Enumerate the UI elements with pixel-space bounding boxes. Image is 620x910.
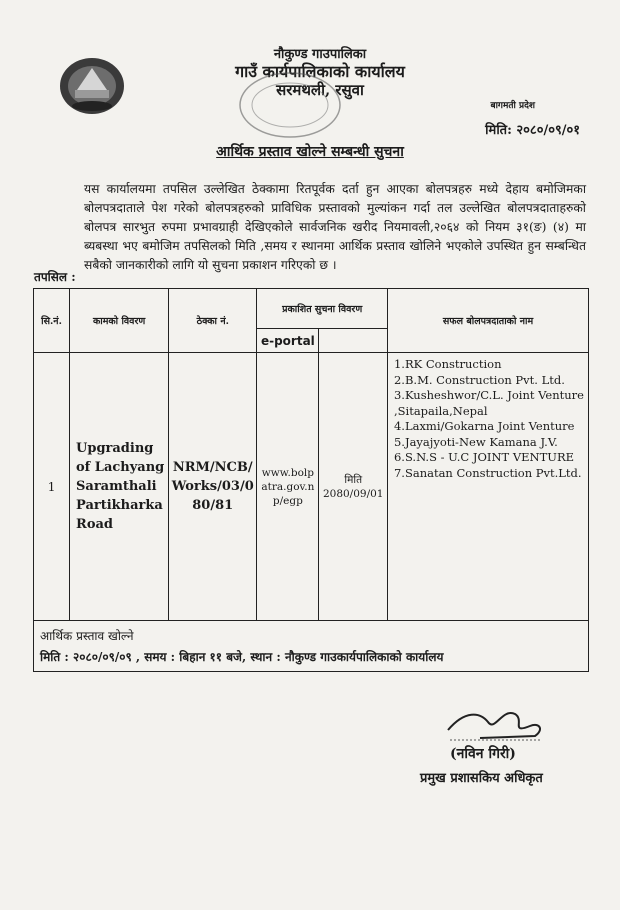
bidder-item: 4.Laxmi/Gokarna Joint Venture <box>393 419 575 433</box>
col-header-sn: सि.नं. <box>34 289 70 353</box>
col-header-eportal: e-portal <box>257 329 319 353</box>
row-url: www.bolp atra.gov.n p/egp <box>257 353 319 621</box>
bidder-item: 5.Jayajyoti-New Kamana J.V. <box>393 434 558 449</box>
province-label: बागमती प्रदेश <box>490 101 535 111</box>
financial-opening-detail: मिति : २०८०/०९/०९ , समय : बिहान ११ बजे, स्थान : नौकुण्ड गाउकार्यपालिकाको कार्यालय <box>34 646 589 672</box>
nepal-emblem-logo <box>55 50 130 118</box>
row-date: मिति 2080/09/01 <box>319 353 388 621</box>
office-name: गाउँ कार्यपालिकाको कार्यालय <box>235 62 405 81</box>
table-row <box>34 353 589 621</box>
bidder-item: 7.Sanatan Construction Pvt.Ltd. <box>393 465 582 480</box>
financial-opening-label: आर्थिक प्रस्ताव खोल्ने <box>34 621 589 647</box>
col-header-date-blank <box>319 329 388 353</box>
col-header-successful: सफल बोलपत्रदाताको नाम <box>387 289 588 353</box>
notice-subject <box>0 142 620 161</box>
row-work: Upgrading of Lachyang Saramthali Partikharka Road <box>70 353 169 621</box>
col-header-work: कामको विवरण <box>70 289 169 353</box>
municipality-name: नौकुण्ड गाउपालिका <box>273 47 367 62</box>
office-location: सरमथली, रसुवा <box>276 81 364 99</box>
bidder-item: 1.RK Construction <box>393 357 502 371</box>
row-sn: 1 <box>34 353 70 621</box>
bidder-item: 3.Kusheshwor/C.L. Joint Venture <box>393 388 584 402</box>
signatory-title: प्रमुख प्रशासकिय अधिकृत <box>420 771 543 786</box>
bidder-item: 2.B.M. Construction Pvt. Ltd. <box>393 372 565 387</box>
bid-details-table <box>33 288 589 672</box>
subject-text: आर्थिक प्रस्ताव खोल्ने सम्बन्धी सुचना <box>216 144 404 160</box>
signatory-name: (नविन गिरी) <box>450 746 516 762</box>
notice-date: मिति: २०८०/०९/०१ <box>485 123 580 138</box>
office-stamp <box>235 70 345 140</box>
col-header-contract: ठेक्का नं. <box>169 289 257 353</box>
notice-body: यस कार्यालयमा तपसिल उल्लेखित ठेक्कामा रितपूर्वक दर्ता हुन आएका बोलपत्रहरु मध्ये देहाय बमोजिमका बोलपत्रदाताले पेश गरेको बोलपत्रहरुको प्राविधिक प्रस्तावको मुल्यांकन गर्दा तल उल्लेखित बोलपत्रदाताहरुको बोलपत्र सारभुत रुपमा प्रभावग्राही देखिएकोले सार्वजनिक खरीद नियमावली,२०६४ को नियम ३१(ङ) (४) मा ब्यबस्था भए बमोजिम तपसिलको मिति ,समय र स्थानमा आर्थिक प्रस्ताव खोलिने भएकोले उपस्थित हुन सम्बन्धित सबैको जानकारीको लागि यो सुचना प्रकाशन गरिएको छ । <box>84 182 586 272</box>
bidder-item: 6.S.N.S - U.C JOINT VENTURE <box>393 450 575 464</box>
signature-mark <box>440 700 550 750</box>
bidder-item: ,Sitapaila,Nepal <box>393 403 488 418</box>
col-header-published: प्रकाशित सुचना विवरण <box>257 289 388 329</box>
details-label: तपसिल : <box>34 270 76 284</box>
row-contract: NRM/NCB/ Works/03/0 80/81 <box>169 353 257 621</box>
row-bidders <box>387 353 588 621</box>
